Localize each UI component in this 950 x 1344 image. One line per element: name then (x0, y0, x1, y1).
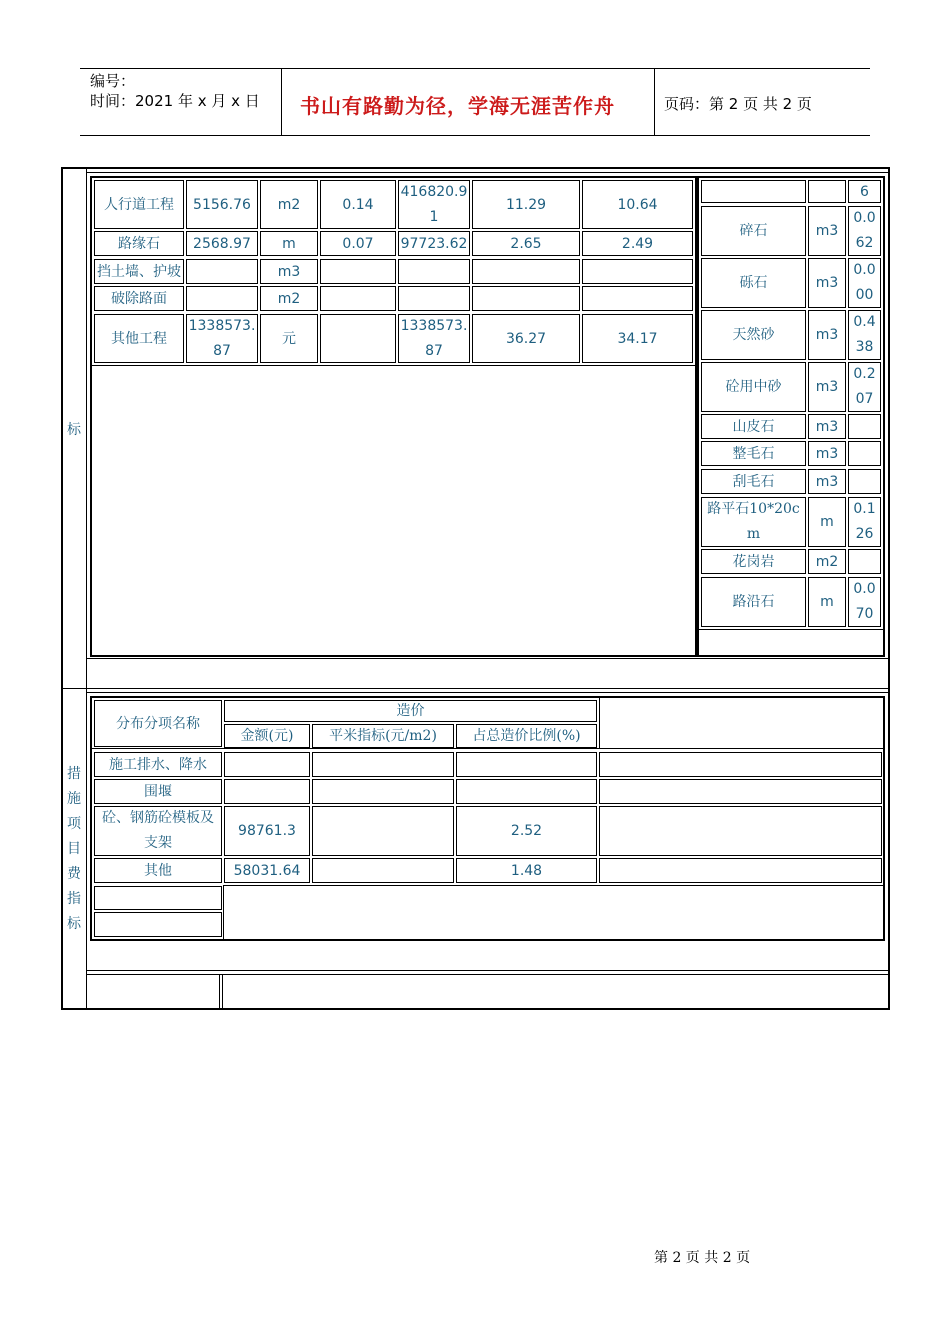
material-unit: m (808, 497, 846, 547)
material-unit: m2 (808, 549, 846, 574)
material-value: 0.070 (848, 577, 881, 627)
table-cell: 58031.64 (224, 858, 310, 883)
table-cell: m2 (260, 180, 318, 229)
material-name: 砾石 (701, 258, 806, 308)
table-cell: 挡土墙、护坡 (94, 259, 184, 284)
page-footer: 第 2 页 共 2 页 (654, 1250, 751, 1266)
table-cell: 11.29 (472, 180, 580, 229)
header-index: 平米指标(元/m2) (312, 724, 454, 748)
table-cell (312, 752, 454, 777)
table-cell: 其他工程 (94, 314, 184, 363)
material-value: 6 (848, 180, 881, 203)
material-value (848, 414, 881, 439)
table-cell: 1.48 (456, 858, 597, 883)
material-unit (808, 180, 846, 203)
header-name: 分布分项名称 (94, 700, 222, 747)
table-cell: 破除路面 (94, 286, 184, 311)
section2-side-label: 措施项目费指标 (67, 766, 81, 932)
material-name: 碎石 (701, 206, 806, 256)
table-cell: m (260, 231, 318, 256)
header-cost: 造价 (224, 700, 597, 722)
table-cell: 围堰 (94, 779, 222, 804)
table-cell (582, 286, 693, 311)
table-cell: 0.14 (320, 180, 396, 229)
table-cell (320, 314, 396, 363)
table-cell: 2568.97 (186, 231, 258, 256)
table-cell: 34.17 (582, 314, 693, 363)
material-unit: m3 (808, 414, 846, 439)
table-cell (186, 259, 258, 284)
table-cell: 97723.62 (398, 231, 470, 256)
table-cell: 路缘石 (94, 231, 184, 256)
material-value: 0.207 (848, 362, 881, 412)
material-name: 路沿石 (701, 577, 806, 627)
material-unit: m3 (808, 206, 846, 256)
material-unit: m3 (808, 258, 846, 308)
material-name: 路平石10*20cm (701, 497, 806, 547)
material-value: 0.062 (848, 206, 881, 256)
table-cell: 10.64 (582, 180, 693, 229)
table-cell (186, 286, 258, 311)
table-cell: 1338573.87 (186, 314, 258, 363)
header-amount: 金额(元) (224, 724, 310, 748)
table-cell: 416820.91 (398, 180, 470, 229)
section1-side-label: 标 (67, 422, 81, 438)
table-cell: 2.52 (456, 806, 597, 856)
table-cell: 0.07 (320, 231, 396, 256)
table-cell: 98761.3 (224, 806, 310, 856)
material-value (848, 549, 881, 574)
header-ratio: 占总造价比例(%) (456, 724, 597, 748)
table-cell (599, 858, 882, 883)
page-header (80, 68, 870, 136)
table-cell: m2 (260, 286, 318, 311)
material-unit: m (808, 577, 846, 627)
page-label: 页码：第 2 页 共 2 页 (664, 95, 812, 113)
table-cell (456, 752, 597, 777)
table-cell (224, 752, 310, 777)
table-cell (312, 779, 454, 804)
material-name: 砼用中砂 (701, 362, 806, 412)
table-cell (599, 752, 882, 777)
material-name (701, 180, 806, 203)
table-cell (472, 286, 580, 311)
table-cell (398, 259, 470, 284)
material-name: 花岗岩 (701, 549, 806, 574)
table-cell: m3 (260, 259, 318, 284)
table-cell (398, 286, 470, 311)
table-cell: 5156.76 (186, 180, 258, 229)
table-cell: 1338573.87 (398, 314, 470, 363)
table-cell (456, 779, 597, 804)
table-cell (582, 259, 693, 284)
material-value: 0.000 (848, 258, 881, 308)
table-cell (94, 912, 222, 937)
table-cell: 2.49 (582, 231, 693, 256)
table-cell (312, 806, 454, 856)
table-cell: 人行道工程 (94, 180, 184, 229)
table-cell (599, 806, 882, 856)
table-cell: 其他 (94, 858, 222, 883)
material-value (848, 441, 881, 466)
material-value: 0.438 (848, 310, 881, 360)
table-cell (599, 779, 882, 804)
table-cell: 36.27 (472, 314, 580, 363)
table-cell (320, 259, 396, 284)
table-cell (312, 858, 454, 883)
table-cell: 2.65 (472, 231, 580, 256)
table-cell (224, 779, 310, 804)
table-cell: 砼、钢筋砼模板及支架 (94, 806, 222, 856)
date-label: 时间：2021 年 x 月 x 日 (90, 92, 260, 110)
material-name: 山皮石 (701, 414, 806, 439)
material-value: 0.126 (848, 497, 881, 547)
material-value (848, 469, 881, 494)
material-name: 天然砂 (701, 310, 806, 360)
motto-title: 书山有路勤为径，学海无涯苦作舟 (300, 94, 615, 118)
material-unit: m3 (808, 362, 846, 412)
table-cell (94, 886, 222, 910)
material-name: 刮毛石 (701, 469, 806, 494)
table-cell: 施工排水、降水 (94, 752, 222, 777)
table-cell: 元 (260, 314, 318, 363)
table-cell (320, 286, 396, 311)
material-unit: m3 (808, 441, 846, 466)
serial-label: 编号： (90, 72, 136, 90)
material-name: 整毛石 (701, 441, 806, 466)
table-cell (472, 259, 580, 284)
material-unit: m3 (808, 469, 846, 494)
material-unit: m3 (808, 310, 846, 360)
